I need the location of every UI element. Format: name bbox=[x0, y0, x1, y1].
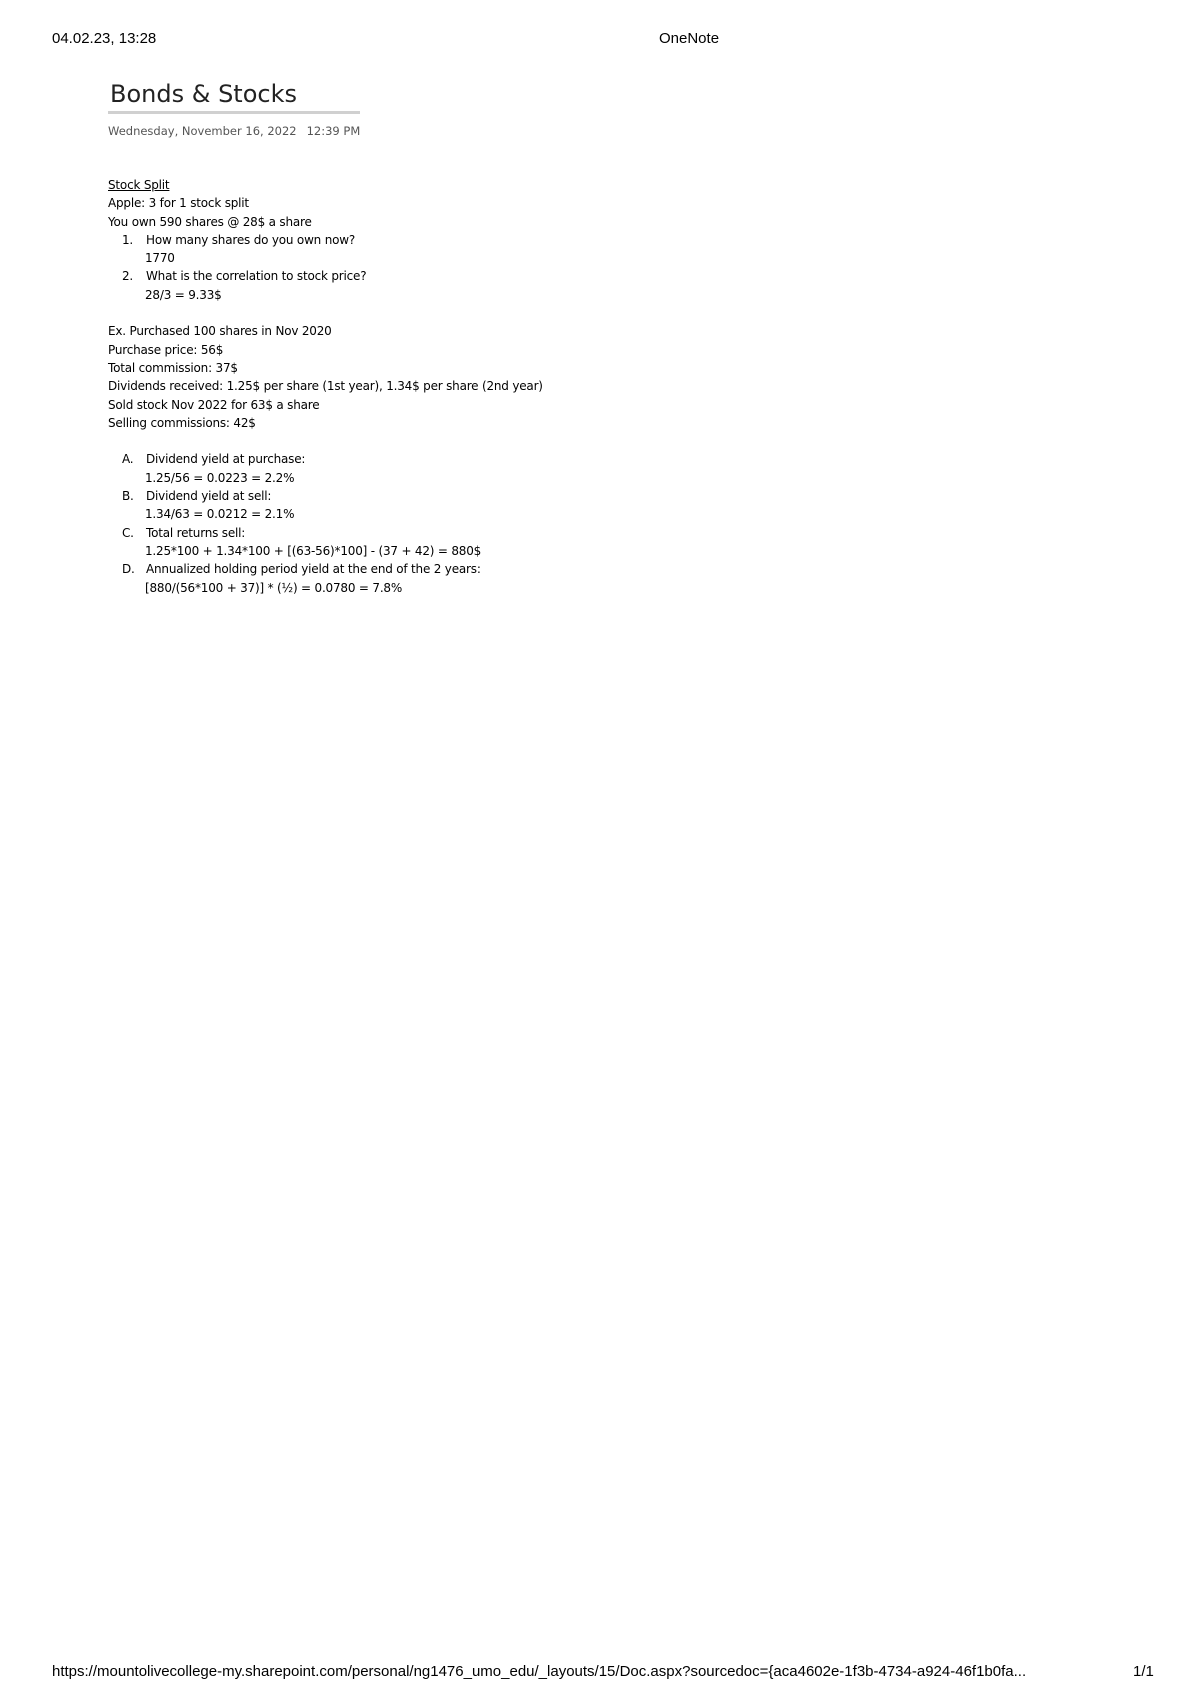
text-line: You own 590 shares @ 28$ a share bbox=[108, 214, 312, 229]
list-item-answer: [880/(56*100 + 37)] * (½) = 0.0780 = 7.8% bbox=[145, 580, 403, 595]
note-body bbox=[108, 176, 543, 597]
list-item bbox=[108, 231, 543, 249]
print-app-name: OneNote bbox=[659, 30, 720, 47]
list-item bbox=[108, 560, 543, 578]
text-line: Purchase price: 56$ bbox=[108, 342, 224, 357]
text-line: Sold stock Nov 2022 for 63$ a share bbox=[108, 397, 320, 412]
list-item-answer: 1.25*100 + 1.34*100 + [(63-56)*100] - (37 + 42) = 880$ bbox=[145, 543, 482, 558]
section-heading: Stock Split bbox=[108, 178, 170, 192]
print-datetime: 04.02.23, 13:28 bbox=[52, 30, 157, 47]
list-item-answer: 1770 bbox=[145, 251, 175, 266]
list-marker: C. bbox=[122, 525, 134, 540]
list-marker: B. bbox=[122, 489, 134, 504]
note-time: 12:39 PM bbox=[306, 124, 361, 138]
page-number: 1/1 bbox=[1133, 1663, 1154, 1680]
text-line: Selling commissions: 42$ bbox=[108, 415, 256, 430]
print-source-url: https://mountolivecollege-my.sharepoint.com/personal/ng1476_umo_edu/_layouts/15/Doc.aspx?sourcedoc={aca4602e-1f3b-4734-a924-46f1b0fa... bbox=[52, 1663, 1027, 1680]
note-header bbox=[108, 80, 360, 138]
list-item bbox=[108, 450, 543, 468]
list-item-text: Total returns sell: bbox=[146, 525, 246, 540]
list-item-answer: 28/3 = 9.33$ bbox=[145, 287, 222, 302]
text-line: Total commission: 37$ bbox=[108, 360, 238, 375]
page-title: Bonds & Stocks bbox=[108, 80, 360, 114]
list-item-answer: 1.25/56 = 0.0223 = 2.2% bbox=[145, 470, 295, 485]
list-marker: D. bbox=[122, 562, 135, 577]
text-line: Dividends received: 1.25$ per share (1st year), 1.34$ per share (2nd year) bbox=[108, 379, 543, 394]
list-item-text: What is the correlation to stock price? bbox=[146, 269, 367, 284]
list-item-text: Annualized holding period yield at the end of the 2 years: bbox=[146, 562, 481, 577]
list-marker: 2. bbox=[122, 269, 134, 284]
text-line: Apple: 3 for 1 stock split bbox=[108, 196, 249, 211]
list-marker: A. bbox=[122, 452, 134, 467]
list-item bbox=[108, 267, 543, 285]
note-date: Wednesday, November 16, 2022 bbox=[108, 124, 297, 138]
list-item-text: Dividend yield at sell: bbox=[146, 489, 272, 504]
note-timestamp bbox=[108, 124, 360, 138]
list-item-text: How many shares do you own now? bbox=[146, 232, 356, 247]
list-marker: 1. bbox=[122, 232, 134, 247]
list-item bbox=[108, 524, 543, 542]
list-item-text: Dividend yield at purchase: bbox=[146, 452, 306, 467]
list-item bbox=[108, 487, 543, 505]
text-line: Ex. Purchased 100 shares in Nov 2020 bbox=[108, 324, 332, 339]
list-item-answer: 1.34/63 = 0.0212 = 2.1% bbox=[145, 507, 295, 522]
